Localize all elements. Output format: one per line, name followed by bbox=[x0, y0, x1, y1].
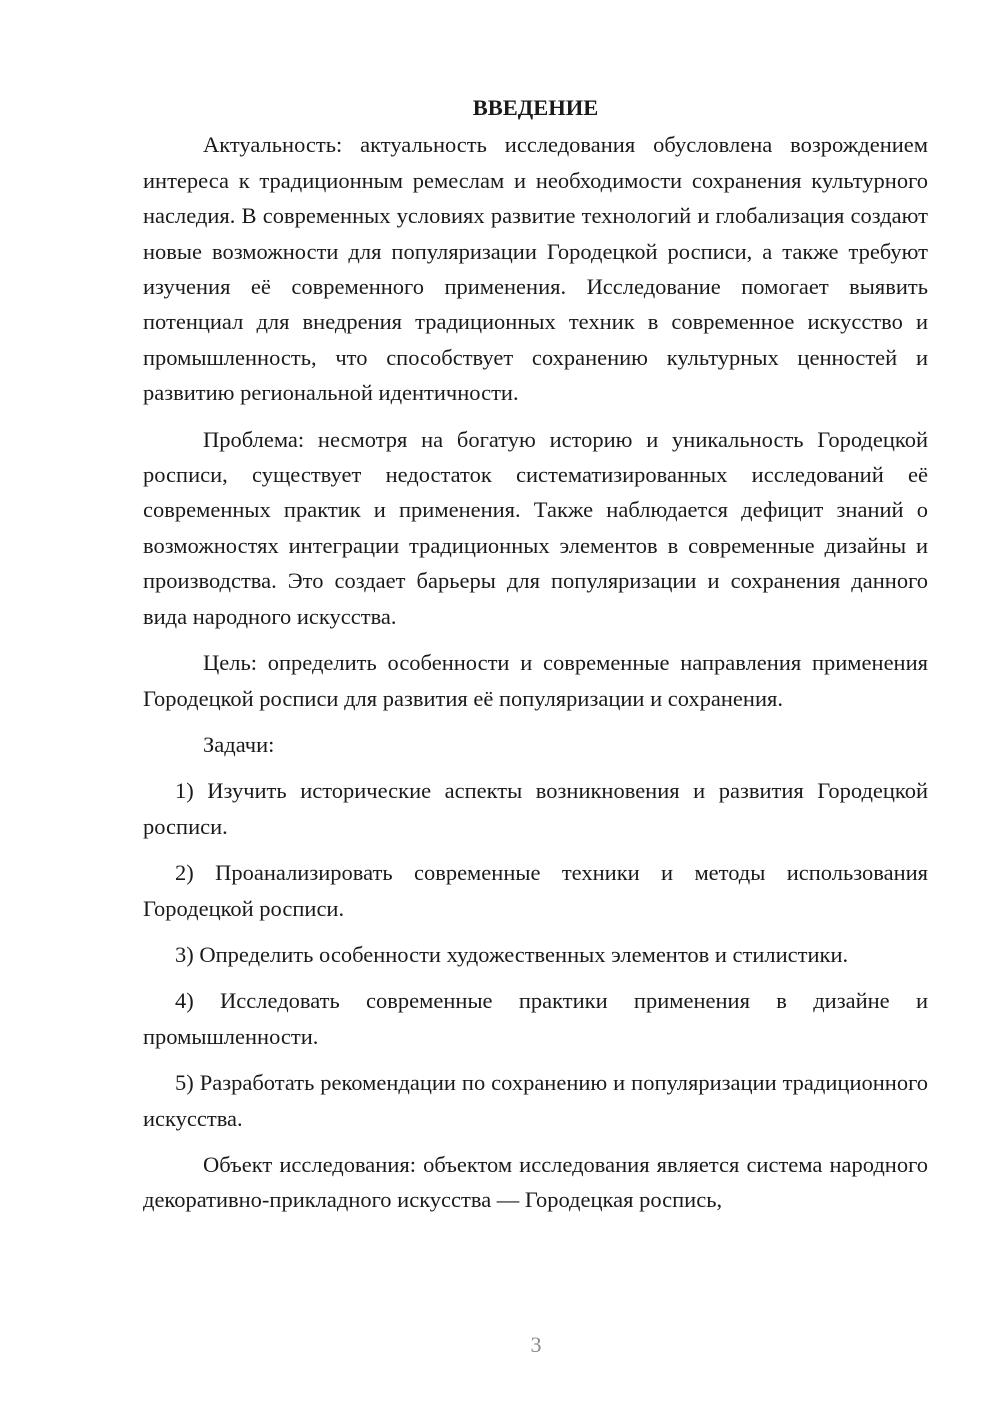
tasks-label: Задачи: bbox=[203, 731, 275, 757]
page-number: 3 bbox=[530, 1332, 542, 1357]
document-body bbox=[143, 90, 928, 1229]
task-item: 3) Определить особенности художественных элементов и стилистики. bbox=[175, 941, 849, 967]
object-paragraph: Объект исследования: объектом исследования является система народного декоративно-прикладного искусства — Городецкая роспись, bbox=[143, 1151, 928, 1213]
task-item: 5) Разработать рекомендации по сохранению и популяризации традиционного искусства. bbox=[143, 1070, 928, 1131]
task-item: 2) Проанализировать современные техники и методы использования Городецкой росписи. bbox=[143, 860, 928, 921]
section-heading: ВВЕДЕНИЕ bbox=[472, 95, 599, 120]
goal-paragraph: Цель: определить особенности и современные направления применения Городецкой росписи для развития её популяризации и сохранения. bbox=[143, 650, 928, 711]
problem-paragraph: Проблема: несмотря на богатую историю и уникальность Городецкой росписи, существует недостаток систематизированных исследований её современных практик и применения. Также наблюдается дефицит знаний о возможностях интеграции традиционных элементов в современные дизайны и производства. Это создает барьеры для популяризации и сохранения данного вида народного искусства. bbox=[143, 426, 928, 629]
task-item: 4) Исследовать современные практики применения в дизайне и промышленности. bbox=[143, 988, 928, 1049]
task-item: 1) Изучить исторические аспекты возникновения и развития Городецкой росписи. bbox=[143, 778, 928, 839]
relevance-paragraph: Актуальность: актуальность исследования обусловлена возрождением интереса к традиционным ремеслам и необходимости сохранения культурного наследия. В современных условиях развитие технологий и глобализация создают новые возможности для популяризации Городецкой росписи, а также требуют изучения её современного применения. Исследование помогает выявить потенциал для внедрения традиционных техник в современное искусство и промышленность, что способствует сохранению культурных ценностей и развитию региональной идентичности. bbox=[143, 132, 928, 406]
